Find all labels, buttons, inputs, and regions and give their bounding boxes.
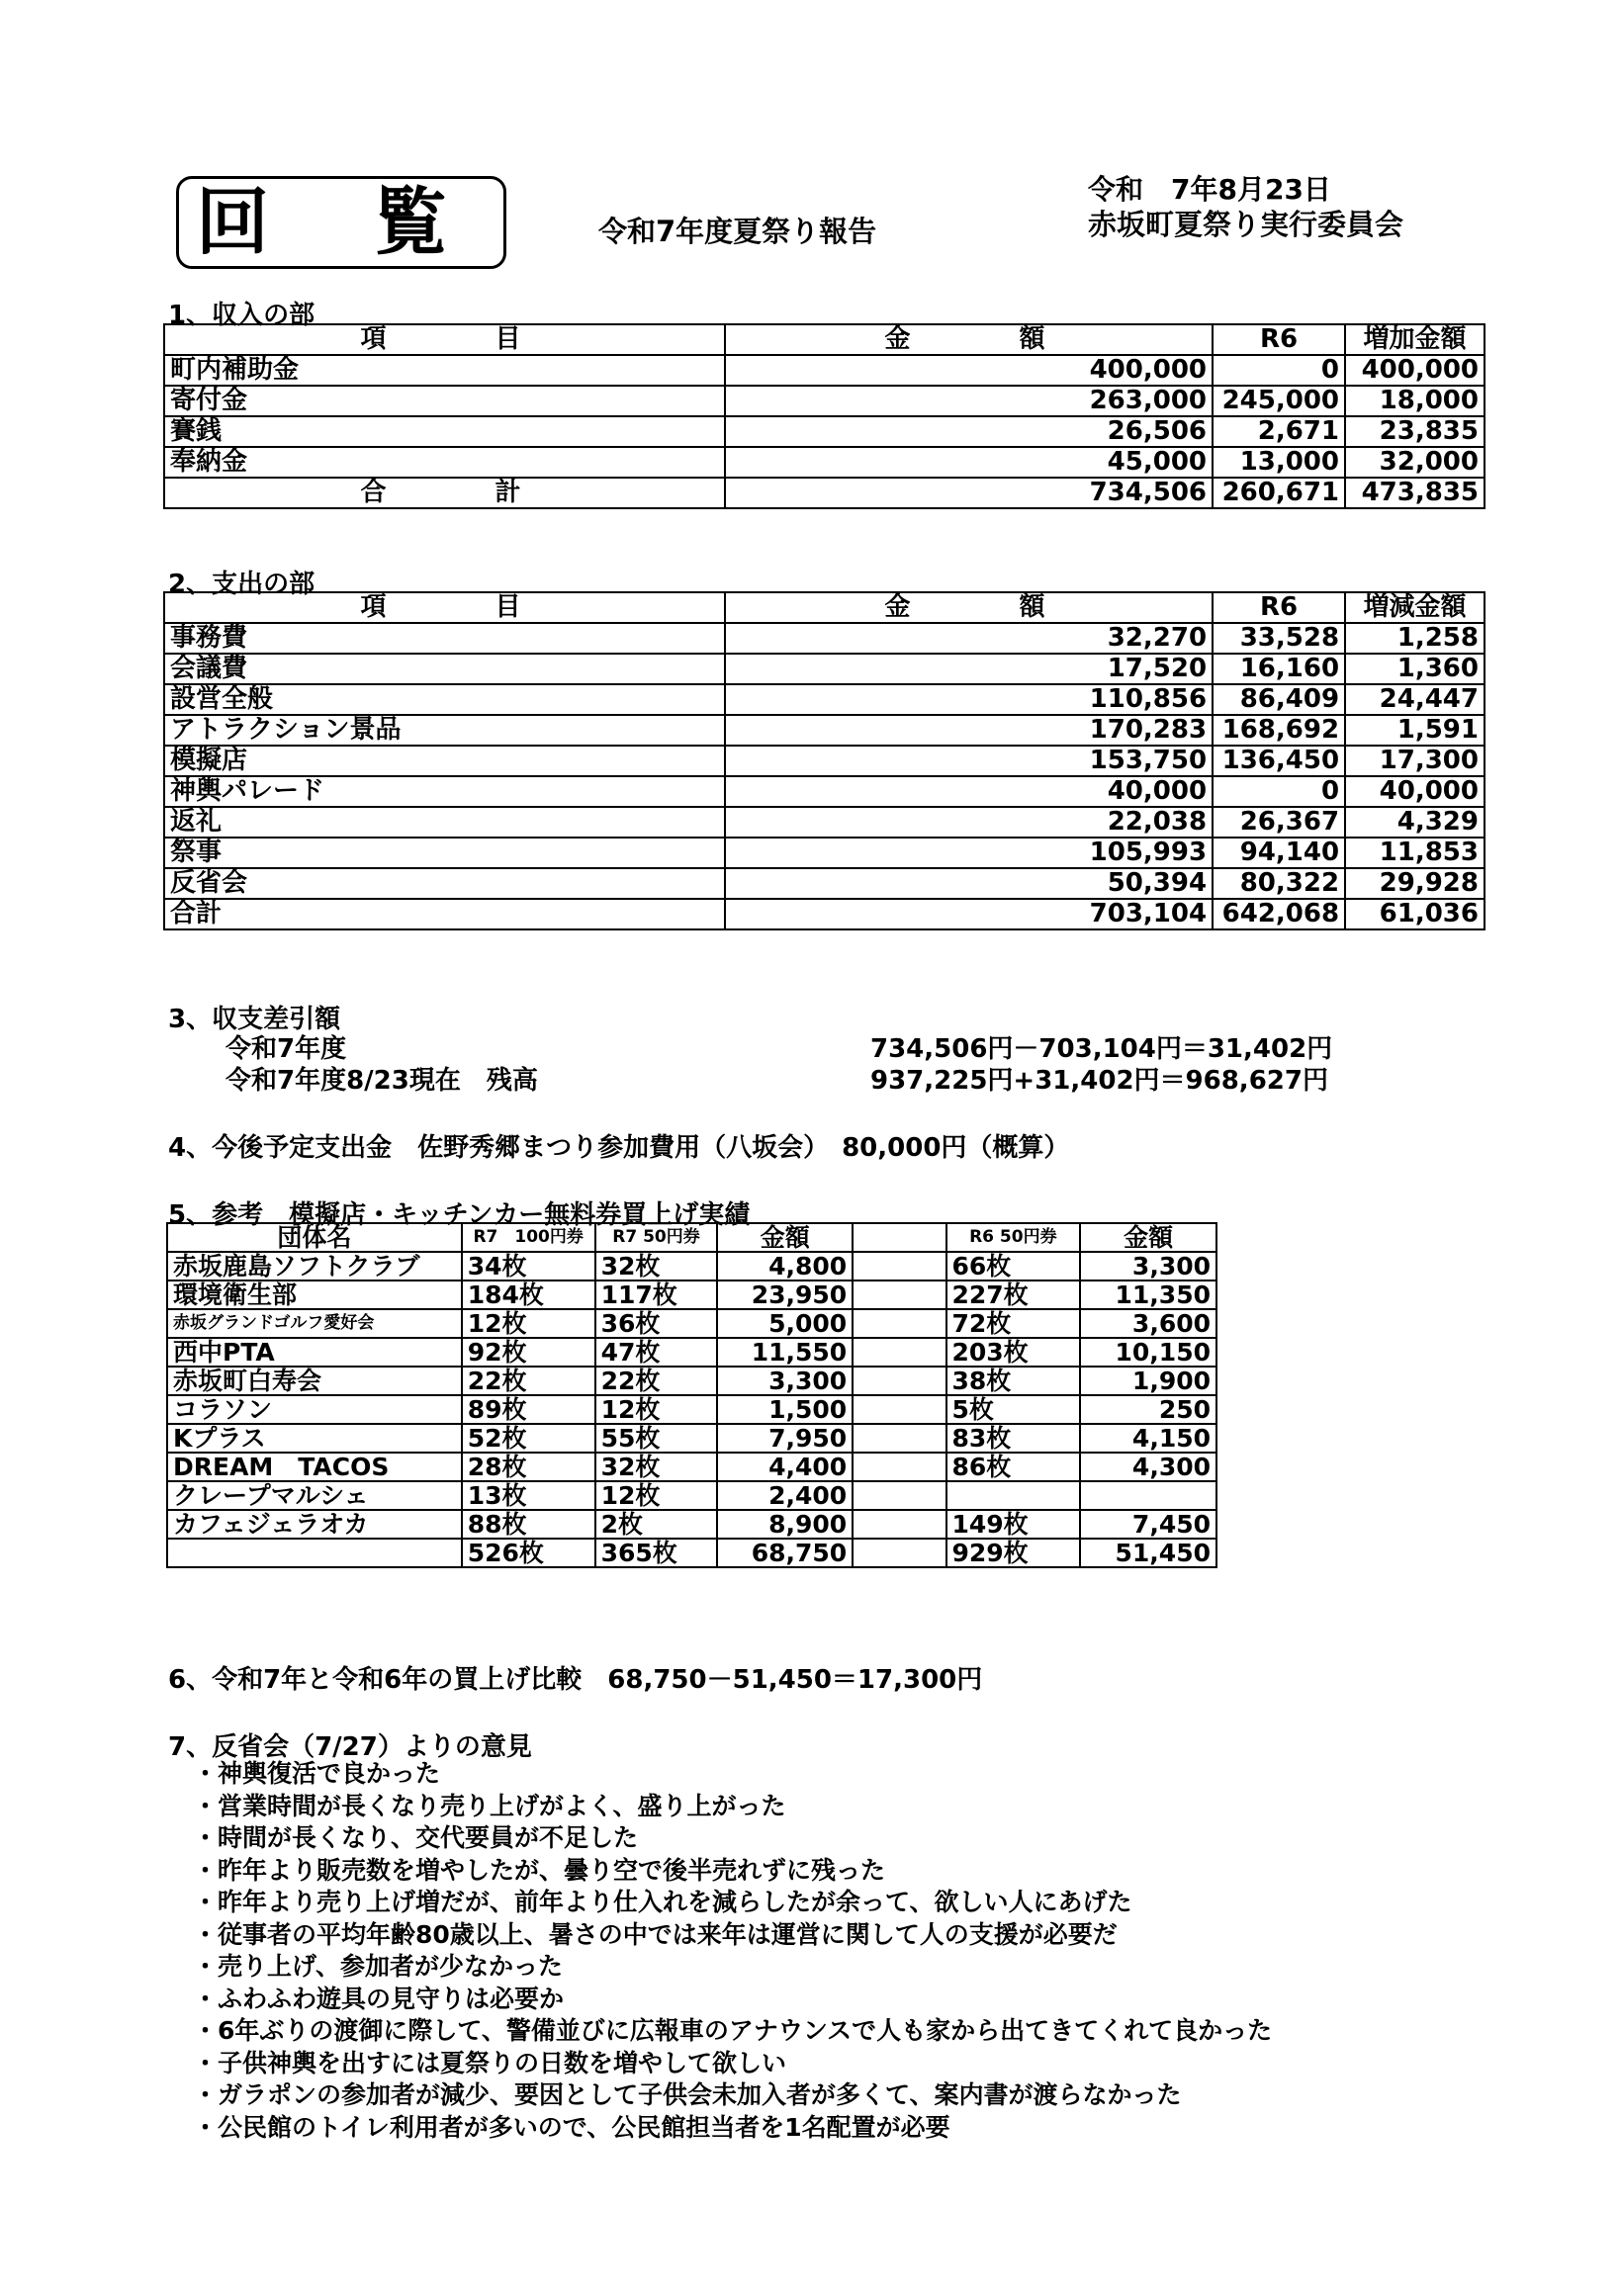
expense-diff: 4,329 — [1345, 807, 1485, 838]
income-item: 町内補助金 — [164, 355, 725, 386]
tickets-col-name: 団体名 — [167, 1223, 462, 1252]
tickets-col-amount: 金額 — [717, 1223, 853, 1252]
expense-r6: 80,322 — [1213, 868, 1345, 899]
expense-col-diff: 増減金額 — [1345, 592, 1485, 623]
report-title: 令和7年度夏祭り報告 — [598, 215, 877, 248]
income-heading: 1、収入の部 — [168, 301, 315, 330]
expense-amount: 40,000 — [725, 776, 1213, 807]
r6-amount: 11,350 — [1080, 1280, 1216, 1309]
table-row — [164, 715, 1485, 746]
r7-amount: 5,000 — [717, 1309, 853, 1338]
income-r6: 0 — [1213, 355, 1345, 386]
table-row — [164, 355, 1485, 386]
table-row — [164, 807, 1485, 838]
tickets-spacer — [853, 1338, 945, 1367]
r7-100-count: 89枚 — [462, 1395, 595, 1424]
group-name: カフェジェラオカ — [167, 1510, 462, 1539]
r6-amount: 7,450 — [1080, 1510, 1216, 1539]
r7-100-count: 34枚 — [462, 1252, 595, 1280]
list-item: ・6年ぶりの渡御に際して、警備並びに広報車のアナウンスで人も家から出てきてくれて良かった — [193, 2016, 1273, 2045]
expense-r6: 26,367 — [1213, 807, 1345, 838]
r6-amount: 10,150 — [1080, 1338, 1216, 1367]
income-total-label: 合 計 — [164, 478, 725, 508]
expense-diff: 61,036 — [1345, 899, 1485, 929]
expense-col-r6: R6 — [1213, 592, 1345, 623]
tickets-col-r7-50: R7 50円券 — [595, 1223, 718, 1252]
table-row — [164, 386, 1485, 416]
table-row — [164, 623, 1485, 654]
list-item: ・営業時間が長くなり売り上げがよく、盛り上がった — [193, 1791, 786, 1820]
r7-50-count: 32枚 — [595, 1252, 718, 1280]
table-row — [164, 684, 1485, 715]
table-row — [164, 654, 1485, 684]
circulation-stamp: 回 覧 — [176, 176, 506, 269]
income-item: 賽銭 — [164, 416, 725, 447]
expense-table — [163, 591, 1485, 930]
tickets-heading: 5、参考 模擬店・キッチンカー無料券買上げ実績 — [168, 1200, 751, 1230]
r7-amount: 1,500 — [717, 1395, 853, 1424]
expense-col-item: 項 目 — [164, 592, 725, 623]
income-col-amount: 金 額 — [725, 324, 1213, 355]
r6-amount: 1,900 — [1080, 1367, 1216, 1395]
r7-amount: 68,750 — [717, 1539, 853, 1567]
r7-50-count: 55枚 — [595, 1424, 718, 1453]
expense-item: 返礼 — [164, 807, 725, 838]
r7-50-count: 12枚 — [595, 1395, 718, 1424]
r6-50-count: 83枚 — [946, 1424, 1081, 1453]
r6-50-count: 203枚 — [946, 1338, 1081, 1367]
expense-item: 設営全般 — [164, 684, 725, 715]
opinions-heading: 7、反省会（7/27）よりの意見 — [168, 1732, 532, 1762]
group-name: DREAM TACOS — [167, 1453, 462, 1481]
expense-item: 会議費 — [164, 654, 725, 684]
expense-r6: 86,409 — [1213, 684, 1345, 715]
tickets-spacer — [853, 1424, 945, 1453]
tickets-spacer — [853, 1223, 945, 1252]
tickets-spacer — [853, 1539, 945, 1567]
list-item: ・従事者の平均年齢80歳以上、暑さの中では来年は運営に関して人の支援が必要だ — [193, 1919, 1118, 1949]
income-amount: 263,000 — [725, 386, 1213, 416]
expense-item: 祭事 — [164, 838, 725, 868]
r6-50-count: 72枚 — [946, 1309, 1081, 1338]
r6-amount: 51,450 — [1080, 1539, 1216, 1567]
expense-total-row — [164, 899, 1485, 929]
table-row — [167, 1367, 1216, 1395]
expense-amount: 153,750 — [725, 746, 1213, 776]
purchase-comparison: 6、令和7年と令和6年の買上げ比較 68,750－51,450＝17,300円 — [168, 1665, 983, 1695]
income-col-diff: 増加金額 — [1345, 324, 1485, 355]
r7-amount: 2,400 — [717, 1481, 853, 1510]
income-diff: 32,000 — [1345, 447, 1485, 478]
r7-100-count: 52枚 — [462, 1424, 595, 1453]
r7-100-count: 184枚 — [462, 1280, 595, 1309]
report-date: 令和 7年8月23日 — [1088, 173, 1331, 206]
expense-amount: 110,856 — [725, 684, 1213, 715]
list-item: ・子供神輿を出すには夏祭りの日数を増やして欲しい — [193, 2048, 787, 2077]
expense-diff: 1,360 — [1345, 654, 1485, 684]
tickets-spacer — [853, 1309, 945, 1338]
balance-row2-label: 令和7年度8/23現在 残高 — [225, 1066, 538, 1096]
income-total-row — [164, 478, 1485, 508]
list-item: ・ガラポンの参加者が減少、要因として子供会未加入者が多くて、案内書が渡らなかった — [193, 2080, 1182, 2109]
group-name: 西中PTA — [167, 1338, 462, 1367]
organization-name: 赤坂町夏祭り実行委員会 — [1088, 208, 1404, 241]
tickets-spacer — [853, 1481, 945, 1510]
expense-amount: 703,104 — [725, 899, 1213, 929]
income-item: 奉納金 — [164, 447, 725, 478]
income-total-amount: 734,506 — [725, 478, 1213, 508]
table-row — [167, 1424, 1216, 1453]
table-row — [167, 1395, 1216, 1424]
expense-diff: 24,447 — [1345, 684, 1485, 715]
table-row — [167, 1510, 1216, 1539]
expense-amount: 50,394 — [725, 868, 1213, 899]
r7-100-count: 92枚 — [462, 1338, 595, 1367]
expense-diff: 40,000 — [1345, 776, 1485, 807]
list-item: ・時間が長くなり、交代要員が不足した — [193, 1823, 639, 1852]
income-amount: 400,000 — [725, 355, 1213, 386]
r7-amount: 3,300 — [717, 1367, 853, 1395]
expense-r6: 168,692 — [1213, 715, 1345, 746]
table-row — [164, 447, 1485, 478]
list-item: ・ふわふわ遊具の見守りは必要か — [193, 1984, 565, 2013]
tickets-spacer — [853, 1395, 945, 1424]
income-header-row — [164, 324, 1485, 355]
table-row — [164, 776, 1485, 807]
tickets-table — [166, 1222, 1217, 1568]
group-name: コラソン — [167, 1395, 462, 1424]
income-r6: 13,000 — [1213, 447, 1345, 478]
expense-diff: 1,591 — [1345, 715, 1485, 746]
expense-r6: 16,160 — [1213, 654, 1345, 684]
r7-50-count: 117枚 — [595, 1280, 718, 1309]
expense-r6: 642,068 — [1213, 899, 1345, 929]
expense-col-amount: 金 額 — [725, 592, 1213, 623]
expense-item: 神輿パレード — [164, 776, 725, 807]
expense-diff: 29,928 — [1345, 868, 1485, 899]
expense-heading: 2、支出の部 — [168, 570, 315, 599]
r7-amount: 4,400 — [717, 1453, 853, 1481]
r6-50-count: 149枚 — [946, 1510, 1081, 1539]
income-col-r6: R6 — [1213, 324, 1345, 355]
expense-r6: 94,140 — [1213, 838, 1345, 868]
r7-100-count: 22枚 — [462, 1367, 595, 1395]
list-item: ・昨年より売り上げ増だが、前年より仕入れを減らしたが余って、欲しい人にあげた — [193, 1888, 1132, 1916]
expense-item: 模擬店 — [164, 746, 725, 776]
r6-amount — [1080, 1481, 1216, 1510]
tickets-spacer — [853, 1367, 945, 1395]
income-diff: 23,835 — [1345, 416, 1485, 447]
group-name: 赤坂鹿島ソフトクラブ — [167, 1252, 462, 1280]
balance-row1-label: 令和7年度 — [225, 1034, 347, 1064]
group-name: 赤坂町白寿会 — [167, 1367, 462, 1395]
balance-row1-value: 734,506円－703,104円＝31,402円 — [870, 1034, 1333, 1064]
tickets-col-r7-100: R7 100円券 — [462, 1223, 595, 1252]
table-row — [167, 1280, 1216, 1309]
tickets-spacer — [853, 1280, 945, 1309]
balance-row2-value: 937,225円+31,402円＝968,627円 — [870, 1066, 1328, 1096]
r7-amount: 7,950 — [717, 1424, 853, 1453]
expense-r6: 0 — [1213, 776, 1345, 807]
expense-item: 事務費 — [164, 623, 725, 654]
table-row — [167, 1252, 1216, 1280]
r6-50-count: 5枚 — [946, 1395, 1081, 1424]
r7-50-count: 22枚 — [595, 1367, 718, 1395]
r6-50-count: 227枚 — [946, 1280, 1081, 1309]
tickets-header-row — [167, 1223, 1216, 1252]
income-diff: 18,000 — [1345, 386, 1485, 416]
tickets-spacer — [853, 1252, 945, 1280]
tickets-spacer — [853, 1510, 945, 1539]
table-row — [164, 746, 1485, 776]
group-name: 赤坂グランドゴルフ愛好会 — [167, 1309, 462, 1338]
r6-50-count — [946, 1481, 1081, 1510]
r6-50-count: 66枚 — [946, 1252, 1081, 1280]
income-item: 寄付金 — [164, 386, 725, 416]
list-item: ・売り上げ、参加者が少なかった — [193, 1952, 564, 1981]
income-r6: 245,000 — [1213, 386, 1345, 416]
income-amount: 45,000 — [725, 447, 1213, 478]
r6-50-count: 929枚 — [946, 1539, 1081, 1567]
expense-diff: 17,300 — [1345, 746, 1485, 776]
r7-100-count: 28枚 — [462, 1453, 595, 1481]
expense-diff: 1,258 — [1345, 623, 1485, 654]
group-name: クレープマルシェ — [167, 1481, 462, 1510]
r7-50-count: 47枚 — [595, 1338, 718, 1367]
income-r6: 2,671 — [1213, 416, 1345, 447]
r7-100-count: 12枚 — [462, 1309, 595, 1338]
expense-r6: 136,450 — [1213, 746, 1345, 776]
income-diff: 400,000 — [1345, 355, 1485, 386]
expense-header-row — [164, 592, 1485, 623]
group-name — [167, 1539, 462, 1567]
expense-amount: 17,520 — [725, 654, 1213, 684]
balance-heading: 3、収支差引額 — [168, 1005, 341, 1034]
r6-50-count: 86枚 — [946, 1453, 1081, 1481]
tickets-col-r6-50: R6 50円券 — [946, 1223, 1081, 1252]
income-col-item: 項 目 — [164, 324, 725, 355]
list-item: ・神輿復活で良かった — [193, 1759, 441, 1788]
expense-item: 反省会 — [164, 868, 725, 899]
table-row — [167, 1338, 1216, 1367]
r7-100-count: 88枚 — [462, 1510, 595, 1539]
group-name: 環境衛生部 — [167, 1280, 462, 1309]
r7-50-count: 2枚 — [595, 1510, 718, 1539]
r6-amount: 3,300 — [1080, 1252, 1216, 1280]
r7-50-count: 32枚 — [595, 1453, 718, 1481]
expense-amount: 105,993 — [725, 838, 1213, 868]
table-row — [167, 1309, 1216, 1338]
r6-amount: 4,300 — [1080, 1453, 1216, 1481]
expense-amount: 32,270 — [725, 623, 1213, 654]
tickets-col-r6-amount: 金額 — [1080, 1223, 1216, 1252]
r7-100-count: 13枚 — [462, 1481, 595, 1510]
r6-amount: 250 — [1080, 1395, 1216, 1424]
expense-item: 合計 — [164, 899, 725, 929]
table-row — [167, 1453, 1216, 1481]
table-row — [164, 838, 1485, 868]
table-row — [164, 416, 1485, 447]
group-name: Kプラス — [167, 1424, 462, 1453]
planned-expense: 4、今後予定支出金 佐野秀郷まつり参加費用（八坂会） 80,000円（概算） — [168, 1133, 1070, 1163]
income-table — [163, 323, 1485, 509]
tickets-total-row — [167, 1539, 1216, 1567]
expense-amount: 22,038 — [725, 807, 1213, 838]
r6-amount: 4,150 — [1080, 1424, 1216, 1453]
income-amount: 26,506 — [725, 416, 1213, 447]
r7-50-count: 365枚 — [595, 1539, 718, 1567]
r7-50-count: 36枚 — [595, 1309, 718, 1338]
r7-100-count: 526枚 — [462, 1539, 595, 1567]
r7-amount: 11,550 — [717, 1338, 853, 1367]
r7-amount: 23,950 — [717, 1280, 853, 1309]
expense-r6: 33,528 — [1213, 623, 1345, 654]
expense-item: アトラクション景品 — [164, 715, 725, 746]
opinions-list — [193, 1758, 1272, 2144]
r6-50-count: 38枚 — [946, 1367, 1081, 1395]
table-row — [167, 1481, 1216, 1510]
r7-amount: 8,900 — [717, 1510, 853, 1539]
income-total-r6: 260,671 — [1213, 478, 1345, 508]
r7-amount: 4,800 — [717, 1252, 853, 1280]
list-item: ・昨年より販売数を増やしたが、曇り空で後半売れずに残った — [193, 1855, 886, 1885]
table-row — [164, 868, 1485, 899]
list-item: ・公民館のトイレ利用者が多いので、公民館担当者を1名配置が必要 — [193, 2112, 950, 2142]
income-total-diff: 473,835 — [1345, 478, 1485, 508]
r6-amount: 3,600 — [1080, 1309, 1216, 1338]
expense-diff: 11,853 — [1345, 838, 1485, 868]
tickets-spacer — [853, 1453, 945, 1481]
expense-amount: 170,283 — [725, 715, 1213, 746]
r7-50-count: 12枚 — [595, 1481, 718, 1510]
